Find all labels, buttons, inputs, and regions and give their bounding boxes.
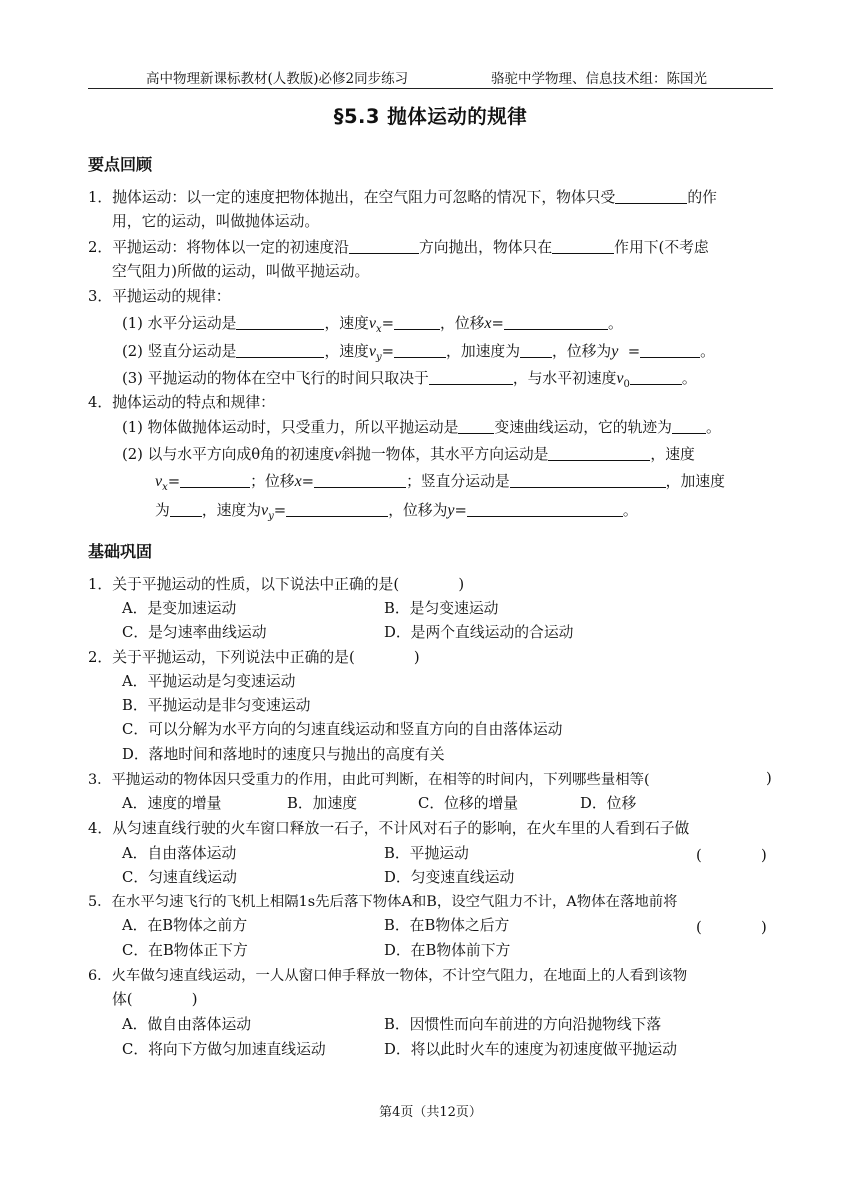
page-title: §5.3 抛体运动的规律: [333, 105, 528, 128]
question-2-option-b: B．平抛运动是非匀变速运动: [122, 697, 311, 714]
blank: [236, 342, 324, 358]
blank: [552, 238, 614, 254]
section-review-heading: 要点回顾: [88, 155, 153, 174]
question-1-option-c: C．是匀速率曲线运动: [122, 624, 267, 641]
blank: [510, 472, 666, 488]
blank: [394, 342, 446, 358]
section-basics-heading: 基础巩固: [88, 542, 153, 561]
review-item-4: 4．抛体运动的特点和规律：: [88, 394, 275, 411]
header-right: 骆驼中学物理、信息技术组：陈国光: [491, 71, 707, 87]
question-4-paren: ( ): [696, 847, 767, 864]
review-item-3-1: (1) 水平分运动是 ，速度$v_x=$ ，位移x= 。: [122, 315, 623, 335]
review-item-1-line-2: 用，它的运动，叫做抛体运动。: [112, 213, 320, 230]
question-4-option-d: D．匀变速直线运动: [384, 869, 515, 886]
question-3-option-a: A．速度的增量: [122, 795, 222, 812]
review-item-1-line-1: 1．抛体运动：以一定的速度把物体抛出，在空气阻力可忽略的情况下，物体只受 的作: [88, 189, 717, 206]
review-item-2-line-2: 空气阻力)所做的运动，叫做平抛运动。: [112, 263, 370, 280]
blank: [170, 501, 202, 517]
question-1-option-d: D．是两个直线运动的合运动: [384, 624, 574, 641]
question-1-stem: 1．关于平抛运动的性质，以下说法中正确的是( ): [88, 576, 465, 593]
review-item-4-1: (1) 物体做抛体运动时，只受重力，所以平抛运动是 变速曲线运动，它的轨迹为 。: [122, 419, 721, 436]
blank: [236, 314, 324, 330]
question-6-option-c: C．将向下方做匀加速直线运动: [122, 1041, 326, 1058]
question-2-stem: 2．关于平抛运动，下列说法中正确的是( ): [88, 649, 420, 666]
question-6-stem-line-1: 6．火车做匀速直线运动，一人从窗口伸手释放一物体，不计空气阻力，在地面上的人看到该物: [88, 968, 688, 984]
question-5-paren: ( ): [696, 919, 767, 936]
blank: [672, 418, 706, 434]
question-1-option-a: A．是变加速运动: [122, 600, 237, 617]
review-item-2-line-1: 2．平抛运动：将物体以一定的初速度沿 方向抛出，物体只在 作用下(不考虑: [88, 239, 709, 256]
blank: [548, 445, 650, 461]
blank: [314, 472, 406, 488]
question-3-stem: 3．平抛运动的物体因只受重力的作用，由此可判断，在相等的时间内，下列哪些量相等(: [88, 772, 650, 788]
blank: [286, 501, 388, 517]
question-4-option-a: A．自由落体运动: [122, 845, 237, 862]
page-footer: 第4页（共12页）: [379, 1105, 482, 1120]
question-6-option-b: B．因惯性而向车前进的方向沿抛物线下落: [384, 1016, 662, 1033]
question-4-option-c: C．匀速直线运动: [122, 869, 237, 886]
blank: [180, 472, 250, 488]
question-3-option-b: B．加速度: [287, 795, 358, 812]
question-3-option-d: D．位移: [580, 795, 637, 812]
review-item-4-2-line-3: 为 ，速度为$v_y=$ ，位移为y= 。: [155, 502, 638, 522]
question-2-option-d: D．落地时间和落地时的速度只与抛出的高度有关: [122, 746, 445, 763]
review-item-3-2: (2) 竖直分运动是 ，速度$v_y=$ ，加速度为 ，位移为y = 。: [122, 343, 715, 363]
question-2-option-a: A．平抛运动是匀变速运动: [122, 673, 296, 690]
blank: [640, 342, 700, 358]
blank: [429, 369, 513, 385]
question-1-option-b: B．是匀变速运动: [384, 600, 499, 617]
blank: [394, 314, 440, 330]
blank: [520, 342, 552, 358]
question-4-stem: 4．从匀速直线行驶的火车窗口释放一石子，不计风对石子的影响，在火车里的人看到石子做: [88, 820, 690, 837]
question-2-option-c: C．可以分解为水平方向的匀速直线运动和竖直方向的自由落体运动: [122, 721, 563, 738]
page-header: [88, 66, 773, 89]
review-item-4-2-line-2: $v_x=$ ；位移x= ；竖直分运动是 ，加速度: [155, 473, 725, 493]
question-4-option-b: B．平抛运动: [384, 845, 469, 862]
question-5-option-c: C．在B物体正下方: [122, 942, 248, 959]
blank: [467, 501, 623, 517]
header-left: 高中物理新课标教材(人教版)必修2同步练习: [146, 71, 409, 87]
question-3-option-c: C．位移的增量: [418, 795, 519, 812]
question-6-option-d: D．将以此时火车的速度为初速度做平抛运动: [384, 1041, 678, 1058]
review-item-4-2-line-1: (2) 以与水平方向成θ角的初速度v斜抛一物体，其水平方向运动是 ，速度: [122, 446, 695, 463]
question-5-stem: 5．在水平匀速飞行的飞机上相隔1s先后落下物体A和B，设空气阻力不计，A物体在落地前将: [88, 894, 678, 910]
blank: [349, 238, 419, 254]
question-6-stem-line-2: 体( ): [112, 991, 198, 1008]
question-5-option-b: B．在B物体之后方: [384, 917, 510, 934]
blank: [504, 314, 608, 330]
blank: [615, 188, 687, 204]
review-item-3: 3．平抛运动的规律：: [88, 288, 231, 305]
blank: [458, 418, 494, 434]
question-5-option-d: D．在B物体前下方: [384, 942, 511, 959]
question-5-option-a: A．在B物体之前方: [122, 917, 248, 934]
question-3-paren: ): [766, 770, 772, 787]
review-item-3-3: (3) 平抛运动的物体在空中飞行的时间只取决于 ，与水平初速度$v_0$ 。: [122, 370, 697, 390]
blank: [630, 369, 682, 385]
question-6-option-a: A．做自由落体运动: [122, 1016, 252, 1033]
